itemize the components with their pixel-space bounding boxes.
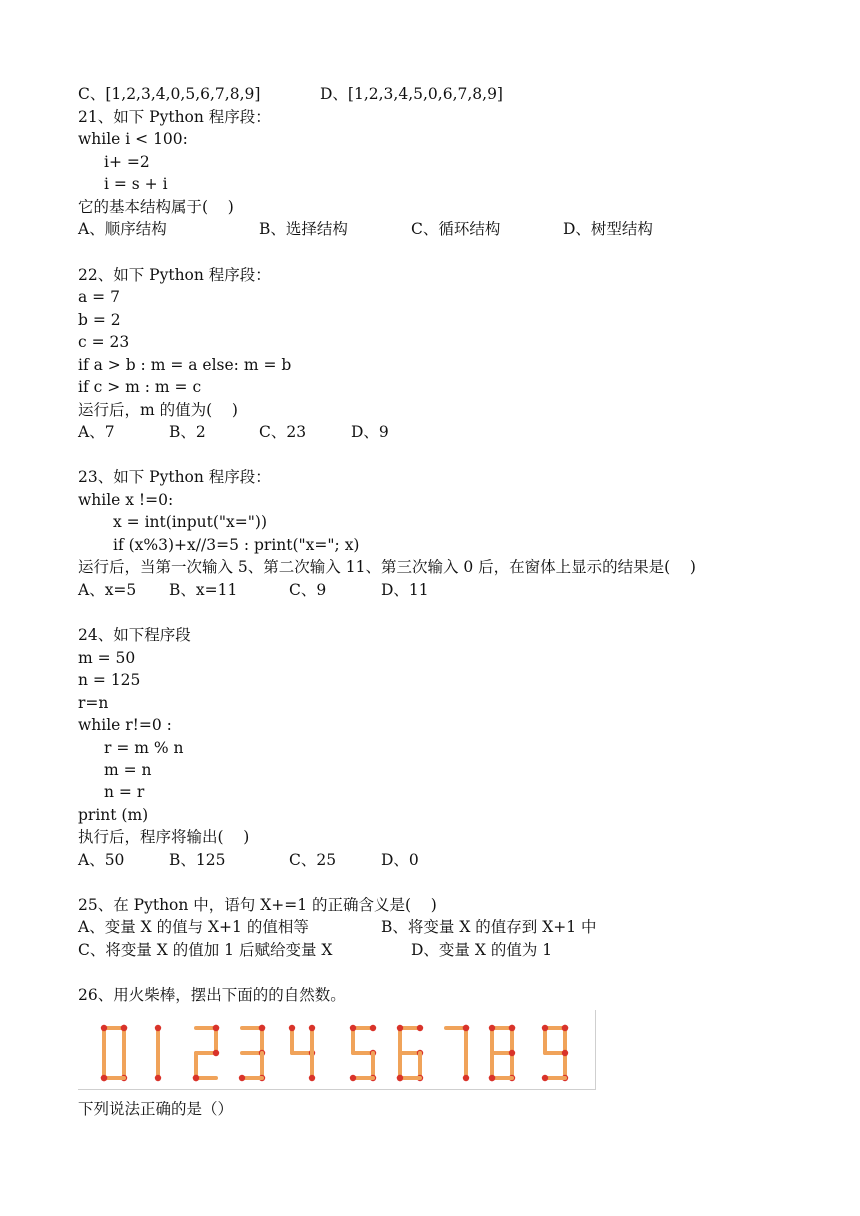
matchstick-head	[193, 1075, 199, 1081]
q23-question: 运行后，当第一次输入 5、第二次输入 11、第三次输入 0 后，在窗体上显示的结果是( )	[78, 558, 696, 576]
q21-code-line: i+ =2	[104, 153, 150, 171]
q22-question: 运行后，m 的值为( )	[78, 401, 238, 419]
q26-question: 下列说法正确的是（）	[78, 1100, 234, 1118]
q23-stem: 23、如下 Python 程序段：	[78, 468, 271, 486]
q22-code-line: if a > b : m = a else: m = b	[78, 356, 292, 374]
q21-question: 它的基本结构属于( )	[78, 198, 234, 216]
q24-code-line: r = m % n	[104, 739, 184, 757]
matchstick-head	[289, 1025, 295, 1031]
q24-code-line: r=n	[78, 694, 109, 712]
q23-code-line: if (x%3)+x//3=5 : print("x="; x)	[113, 536, 360, 554]
q24-code-line: n = r	[104, 783, 145, 801]
q21-stem: 21、如下 Python 程序段：	[78, 108, 271, 126]
matchstick-head	[101, 1075, 107, 1081]
q25-option-c: C、将变量 X 的值加 1 后赋给变量 X	[78, 941, 333, 959]
matchstick-head	[101, 1025, 107, 1031]
q20-option-c: C、[1,2,3,4,0,5,6,7,8,9]	[78, 85, 261, 103]
matchstick-head	[397, 1075, 403, 1081]
matchstick-head	[562, 1050, 568, 1056]
q22-code-line: b = 2	[78, 311, 121, 329]
q25-stem: 25、在 Python 中，语句 X+=1 的正确含义是( )	[78, 896, 437, 914]
q24-code-line: m = n	[104, 761, 152, 779]
matchstick-head	[309, 1075, 315, 1081]
q21-option-c: C、循环结构	[411, 220, 501, 238]
matchstick-head	[309, 1025, 315, 1031]
matchstick-digits-svg	[78, 1010, 596, 1090]
matchstick-head	[397, 1025, 403, 1031]
q25-option-b: B、将变量 X 的值存到 X+1 中	[381, 918, 597, 936]
q24-code-line: n = 125	[78, 671, 141, 689]
q22-option-c: C、23	[259, 423, 307, 441]
matchstick-head	[417, 1025, 423, 1031]
q24-option-c: C、25	[289, 851, 337, 869]
q23-code-line: while x !=0:	[78, 491, 174, 509]
q25-option-d: D、变量 X 的值为 1	[411, 941, 553, 959]
matchstick-head	[542, 1075, 548, 1081]
q23-option-c: C、9	[289, 581, 327, 599]
q23-option-b: B、x=11	[169, 581, 238, 599]
q21-option-b: B、选择结构	[259, 220, 348, 238]
matchstick-digits-figure	[78, 1010, 596, 1090]
matchstick-head	[370, 1025, 376, 1031]
q21-code-line: while i < 100:	[78, 130, 188, 148]
q22-option-a: A、7	[78, 423, 115, 441]
matchstick-head	[121, 1025, 127, 1031]
q24-option-b: B、125	[169, 851, 226, 869]
q24-code-line: m = 50	[78, 649, 136, 667]
q23-option-a: A、x=5	[78, 581, 137, 599]
matchstick-head	[155, 1025, 161, 1031]
q21-code-line: i = s + i	[104, 175, 168, 193]
matchstick-head	[463, 1025, 469, 1031]
q22-option-d: D、9	[351, 423, 389, 441]
matchstick-head	[489, 1075, 495, 1081]
q24-option-a: A、50	[78, 851, 125, 869]
matchstick-head	[213, 1025, 219, 1031]
q26-stem: 26、用火柴棒，摆出下面的的自然数。	[78, 986, 346, 1004]
q22-stem: 22、如下 Python 程序段：	[78, 266, 271, 284]
matchstick-head	[542, 1025, 548, 1031]
matchstick-head	[239, 1075, 245, 1081]
matchstick-head	[350, 1075, 356, 1081]
matchstick-head	[489, 1025, 495, 1031]
q25-option-a: A、变量 X 的值与 X+1 的值相等	[78, 918, 309, 936]
q20-option-d: D、[1,2,3,4,5,0,6,7,8,9]	[320, 85, 503, 103]
q24-code-line: print (m)	[78, 806, 149, 824]
matchstick-head	[350, 1025, 356, 1031]
q23-option-d: D、11	[381, 581, 429, 599]
matchstick-head	[259, 1025, 265, 1031]
q24-question: 执行后，程序将输出( )	[78, 828, 250, 846]
q22-code-line: a = 7	[78, 288, 120, 306]
q22-option-b: B、2	[169, 423, 206, 441]
matchstick-head	[155, 1075, 161, 1081]
matchstick-head	[562, 1025, 568, 1031]
q23-code-line: x = int(input("x="))	[113, 513, 268, 531]
matchstick-head	[463, 1075, 469, 1081]
q24-stem: 24、如下程序段	[78, 626, 191, 644]
matchstick-head	[213, 1050, 219, 1056]
q21-option-a: A、顺序结构	[78, 220, 167, 238]
q24-option-d: D、0	[381, 851, 419, 869]
q22-code-line: c = 23	[78, 333, 130, 351]
q24-code-line: while r!=0 :	[78, 716, 172, 734]
q21-option-d: D、树型结构	[563, 220, 653, 238]
matchstick-head	[509, 1025, 515, 1031]
q22-code-line: if c > m : m = c	[78, 378, 202, 396]
matchstick-head	[509, 1050, 515, 1056]
